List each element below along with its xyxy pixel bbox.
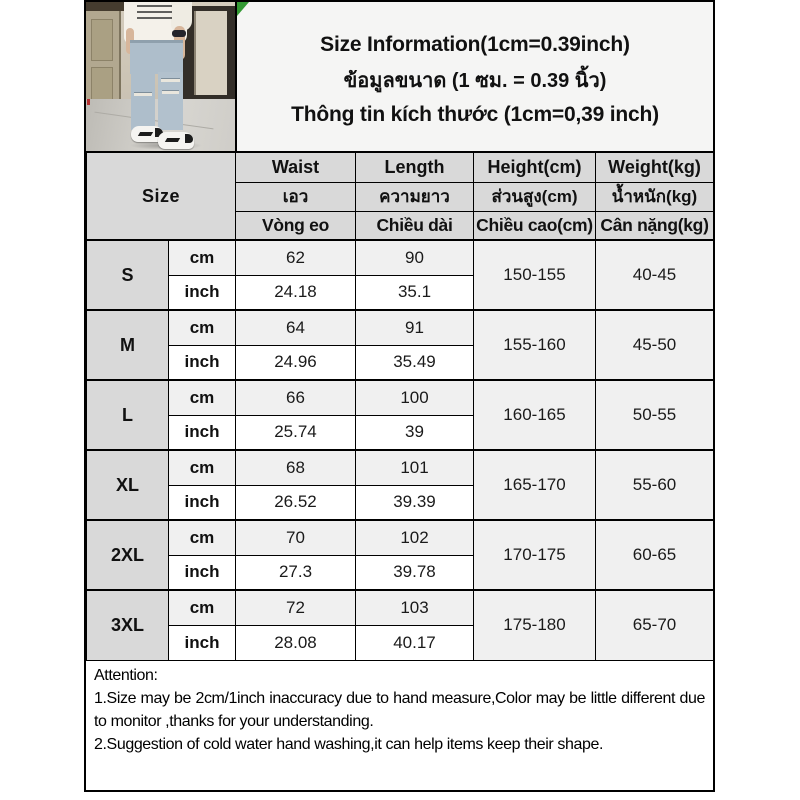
unit-cm-cell: cm bbox=[169, 240, 236, 275]
waist-cm-value: 70 bbox=[236, 520, 356, 555]
col-header-waist-vi: Vòng eo bbox=[236, 211, 356, 240]
size-label-cell: S bbox=[87, 240, 169, 310]
weight-range-cell: 65-70 bbox=[596, 590, 714, 660]
table-row bbox=[87, 590, 714, 625]
size-label-cell: M bbox=[87, 310, 169, 380]
unit-inch-cell: inch bbox=[169, 625, 236, 660]
photo-sneaker-right bbox=[158, 132, 194, 149]
waist-cm-value: 68 bbox=[236, 450, 356, 485]
attention-notes bbox=[86, 661, 713, 790]
col-header-weight-th: น้ำหนัก(kg) bbox=[596, 182, 714, 211]
photo-jeans-rip bbox=[161, 78, 180, 82]
waist-cm-value: 62 bbox=[236, 240, 356, 275]
waist-inch-value: 24.96 bbox=[236, 345, 356, 380]
col-header-height-vi: Chiều cao(cm) bbox=[474, 211, 596, 240]
col-header-waist-en: Waist bbox=[236, 153, 356, 182]
photo-red-detail bbox=[87, 99, 90, 105]
title-english: Size Information(1cm=0.39inch) bbox=[320, 32, 630, 56]
col-header-weight-vi: Cân nặng(kg) bbox=[596, 211, 714, 240]
height-range-cell: 160-165 bbox=[474, 380, 596, 450]
unit-inch-cell: inch bbox=[169, 555, 236, 590]
length-cm-value: 91 bbox=[356, 310, 474, 345]
unit-cm-cell: cm bbox=[169, 450, 236, 485]
waist-cm-value: 64 bbox=[236, 310, 356, 345]
waist-inch-value: 25.74 bbox=[236, 415, 356, 450]
waist-inch-value: 28.08 bbox=[236, 625, 356, 660]
product-photo bbox=[86, 2, 237, 151]
col-header-weight-en: Weight(kg) bbox=[596, 153, 714, 182]
col-header-waist-th: เอว bbox=[236, 182, 356, 211]
top-band bbox=[86, 2, 713, 153]
photo-top-frame bbox=[86, 2, 124, 11]
weight-range-cell: 60-65 bbox=[596, 520, 714, 590]
length-cm-value: 103 bbox=[356, 590, 474, 625]
photo-jeans-rip bbox=[162, 90, 179, 94]
title-box bbox=[237, 2, 713, 151]
weight-range-cell: 50-55 bbox=[596, 380, 714, 450]
unit-cm-cell: cm bbox=[169, 590, 236, 625]
waist-inch-value: 26.52 bbox=[236, 485, 356, 520]
height-range-cell: 150-155 bbox=[474, 240, 596, 310]
sheet bbox=[84, 0, 715, 792]
photo-door-panel bbox=[91, 19, 113, 61]
attention-note-1: 1.Size may be 2cm/1inch inaccuracy due to hand measure,Color may be little different due to monitor ,thanks for your understanding. bbox=[94, 689, 705, 730]
size-label-cell: 2XL bbox=[87, 520, 169, 590]
unit-cm-cell: cm bbox=[169, 380, 236, 415]
title-vietnamese: Thông tin kích thước (1cm=0,39 inch) bbox=[291, 102, 659, 126]
size-label-cell: XL bbox=[87, 450, 169, 520]
sneaker-swoosh bbox=[138, 132, 153, 136]
col-header-length-th: ความยาว bbox=[356, 182, 474, 211]
unit-cm-cell: cm bbox=[169, 520, 236, 555]
height-range-cell: 155-160 bbox=[474, 310, 596, 380]
photo-hallway-door bbox=[194, 11, 227, 95]
weight-range-cell: 40-45 bbox=[596, 240, 714, 310]
unit-inch-cell: inch bbox=[169, 275, 236, 310]
table-row bbox=[87, 380, 714, 415]
sneaker-heel bbox=[185, 134, 193, 143]
height-range-cell: 175-180 bbox=[474, 590, 596, 660]
photo-tshirt-print bbox=[137, 5, 172, 20]
length-inch-value: 39 bbox=[356, 415, 474, 450]
length-inch-value: 40.17 bbox=[356, 625, 474, 660]
waist-cm-value: 72 bbox=[236, 590, 356, 625]
size-header-cell: Size bbox=[87, 153, 236, 240]
length-cm-value: 100 bbox=[356, 380, 474, 415]
height-range-cell: 165-170 bbox=[474, 450, 596, 520]
photo-jeans-rip bbox=[134, 92, 152, 96]
title-thai: ข้อมูลขนาด (1 ซม. = 0.39 นิ้ว) bbox=[343, 69, 607, 92]
attention-note-2: 2.Suggestion of cold water hand washing,it can help items keep their shape. bbox=[94, 735, 604, 753]
unit-inch-cell: inch bbox=[169, 415, 236, 450]
length-cm-value: 101 bbox=[356, 450, 474, 485]
photo-wrist-watch bbox=[172, 30, 186, 37]
sneaker-swoosh bbox=[165, 138, 180, 142]
photo-jeans-hip bbox=[130, 40, 183, 74]
weight-range-cell: 55-60 bbox=[596, 450, 714, 520]
table-row bbox=[87, 520, 714, 555]
table-row bbox=[87, 310, 714, 345]
waist-cm-value: 66 bbox=[236, 380, 356, 415]
length-cm-value: 90 bbox=[356, 240, 474, 275]
size-label-cell: 3XL bbox=[87, 590, 169, 660]
length-inch-value: 39.78 bbox=[356, 555, 474, 590]
length-cm-value: 102 bbox=[356, 520, 474, 555]
photo-jeans-right-leg bbox=[158, 72, 183, 130]
attention-heading: Attention: bbox=[94, 666, 158, 684]
col-header-height-en: Height(cm) bbox=[474, 153, 596, 182]
waist-inch-value: 24.18 bbox=[236, 275, 356, 310]
size-table bbox=[86, 153, 714, 661]
col-header-length-en: Length bbox=[356, 153, 474, 182]
green-corner-marker-icon bbox=[237, 2, 249, 16]
waist-inch-value: 27.3 bbox=[236, 555, 356, 590]
unit-inch-cell: inch bbox=[169, 345, 236, 380]
col-header-height-th: ส่วนสูง(cm) bbox=[474, 182, 596, 211]
photo-jeans-left-leg bbox=[131, 72, 155, 130]
col-header-length-vi: Chiều dài bbox=[356, 211, 474, 240]
weight-range-cell: 45-50 bbox=[596, 310, 714, 380]
length-inch-value: 39.39 bbox=[356, 485, 474, 520]
height-range-cell: 170-175 bbox=[474, 520, 596, 590]
size-label-cell: L bbox=[87, 380, 169, 450]
unit-inch-cell: inch bbox=[169, 485, 236, 520]
length-inch-value: 35.49 bbox=[356, 345, 474, 380]
table-row bbox=[87, 240, 714, 275]
table-row bbox=[87, 450, 714, 485]
length-inch-value: 35.1 bbox=[356, 275, 474, 310]
unit-cm-cell: cm bbox=[169, 310, 236, 345]
